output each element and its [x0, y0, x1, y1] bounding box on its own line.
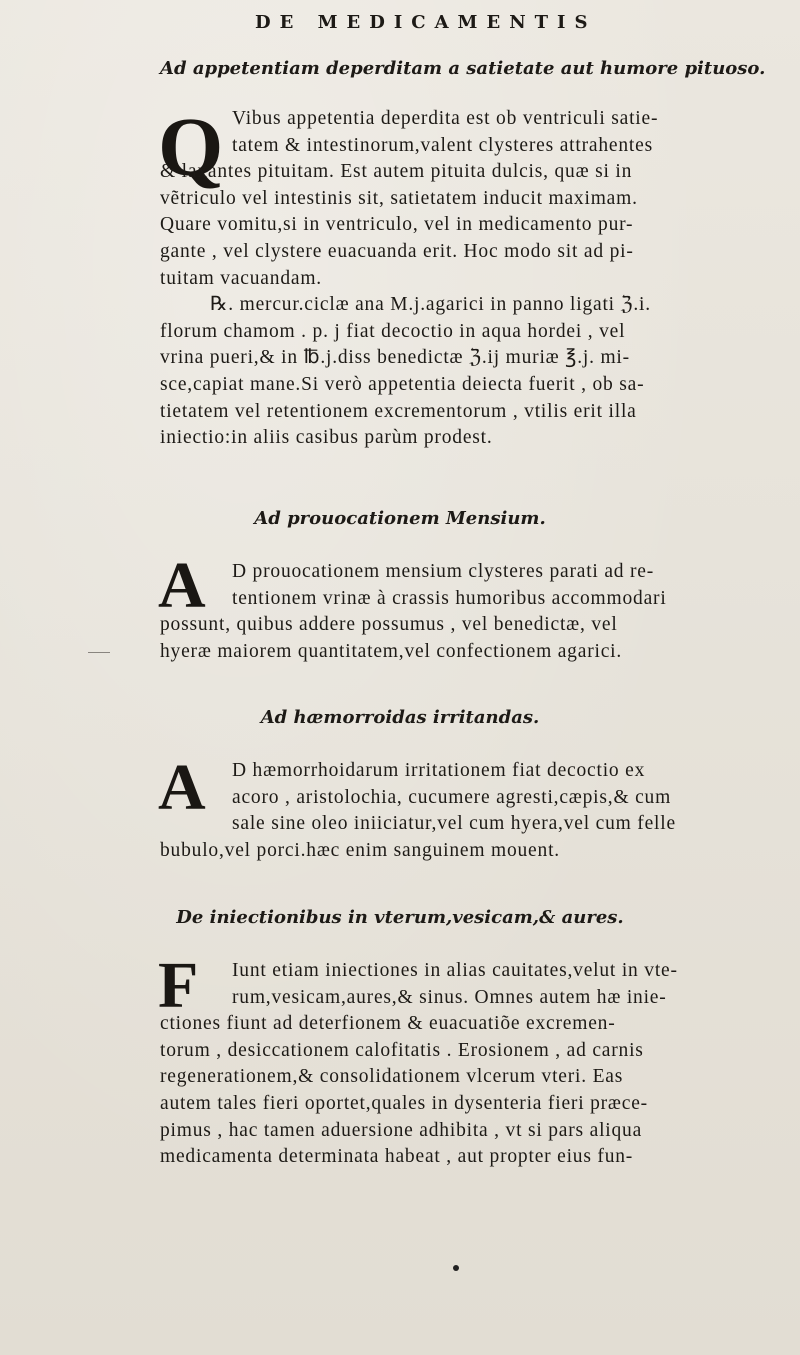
text-line: ℞. mercur.ciclæ ana M.j.agarici in panno ligati ℨ.i. [210, 294, 651, 316]
text-line: hyeræ maiorem quantitatem,vel confectionem agarici. [160, 640, 623, 662]
text-line: tatem & intestinorum,valent clysteres attrahentes [232, 134, 653, 156]
text-line: ctiones fiunt ad deterfionem & euacuatiõe excremen- [160, 1013, 616, 1035]
section-heading-menses: Ad prouocationem Mensium. [254, 508, 546, 529]
paragraph-iniectionibus [160, 958, 785, 1171]
text-line: gante , vel clystere euacuanda erit. Hoc modo sit ad pi- [160, 240, 634, 262]
text-line: autem tales fieri oportet,quales in dysenteria fieri præce- [160, 1092, 648, 1114]
drop-cap: A [158, 751, 206, 824]
text-line: Iunt etiam iniectiones in alias cauitates,velut in vte- [232, 960, 678, 981]
text-line: rum,vesicam,aures,& sinus. Omnes autem hæ inie- [232, 986, 667, 1008]
text-line: torum , desiccationem calofitatis . Erosionem , ad carnis [160, 1039, 644, 1061]
text-line: Vibus appetentia deperdita est ob ventriculi satie- [232, 108, 659, 129]
text-line: regenerationem,& consolidationem vlcerum vteri. Eas [160, 1066, 624, 1088]
text-line: tietatem vel retentionem excrementorum , vtilis erit illa [160, 400, 637, 422]
text-line: medicamenta determinata habeat , aut propter eius fun- [160, 1146, 634, 1168]
paragraph-appetentia [158, 101, 785, 452]
text-line: sce,capiat mane.Si verò appetentia deiecta fuerit , ob sa- [160, 373, 645, 395]
text-line: & laxantes pituitam. Est autem pituita dulcis, quæ si in [160, 161, 633, 183]
text-line: vẽtriculo vel intestinis sit, satietatem inducit maximam. [160, 187, 638, 209]
ink-dot [453, 1265, 459, 1271]
margin-mark [88, 652, 110, 653]
text-line: D hæmorrhoidarum irritationem fiat decoctio ex [232, 760, 646, 781]
text-line: bubulo,vel porci.hæc enim sanguinem mouent. [160, 839, 560, 861]
text-line: tentionem vrinæ à crassis humoribus accommodari [232, 587, 667, 609]
text-line: tuitam vacuandam. [160, 267, 322, 289]
section-heading-appetentia: Ad appetentiam deperditam a satietate aut humore pituoso. [160, 58, 766, 79]
drop-cap: Q [158, 101, 224, 194]
paragraph-haemorroidas [160, 758, 785, 864]
text-line: pimus , hac tamen aduersione adhibita , vt si pars aliqua [160, 1119, 643, 1141]
section-heading-haemorroidas: Ad hæmorroidas irritandas. [260, 707, 540, 728]
text-line: iniectio:in aliis casibus parùm prodest. [160, 427, 493, 449]
text-line: sale sine oleo iniiciatur,vel cum hyera,vel cum felle [232, 813, 676, 835]
section-heading-iniectionibus: De iniectionibus in vterum,vesicam,& aures. [176, 907, 624, 928]
text-line: acoro , aristolochia, cucumere agresti,cæpis,& cum [232, 786, 672, 808]
drop-cap: A [158, 549, 206, 622]
text-line: vrina pueri,& in ℔.j.diss benedictæ ℨ.ij muriæ ℥.j. mi- [160, 347, 630, 369]
text-line: Quare vomitu,si in ventriculo, vel in medicamento pur- [160, 214, 634, 236]
drop-cap: F [158, 949, 199, 1022]
text-line: possunt, quibus addere possumus , vel benedictæ, vel [160, 614, 618, 636]
running-head: DE MEDICAMENTIS [255, 12, 597, 33]
paragraph-menses [160, 559, 785, 665]
text-line: florum chamom . p. j fiat decoctio in aqua hordei , vel [160, 320, 626, 342]
text-line: D prouocationem mensium clysteres parati ad re- [232, 561, 655, 582]
